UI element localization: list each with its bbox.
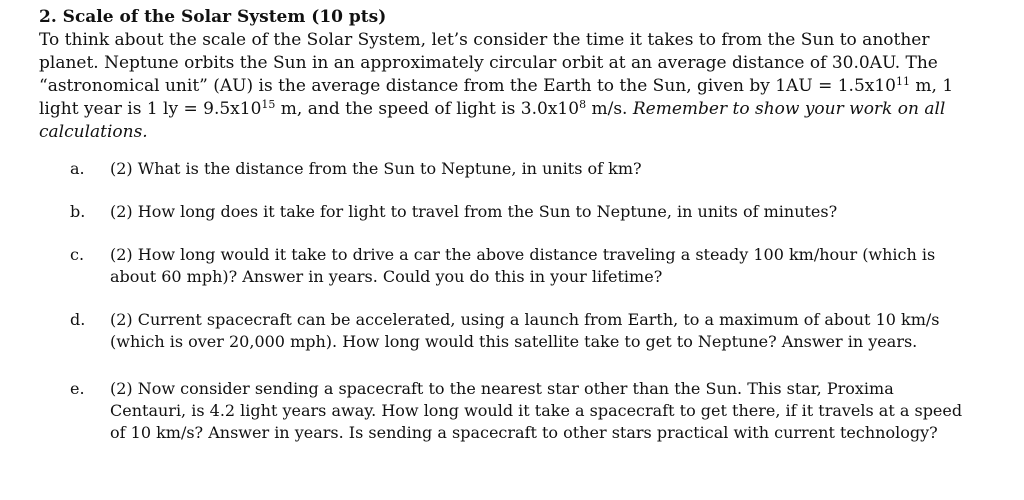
question-letter: d. bbox=[70, 310, 86, 329]
question-a bbox=[39, 158, 989, 180]
question-letter: b. bbox=[70, 202, 86, 221]
exponent-light-year: 15 bbox=[261, 98, 276, 111]
intro-text-4: m/s. bbox=[586, 99, 633, 119]
question-e bbox=[39, 378, 989, 444]
show-work-instruction: Remember to show your work on all calculations. bbox=[39, 99, 946, 142]
problem-document bbox=[39, 6, 989, 444]
question-text: (2) How long would it take to drive a car the above distance traveling a steady 100 km/hour (which is about 60 mph)? Answer in years. Could you do this in your lifetime? bbox=[110, 245, 936, 286]
question-c bbox=[39, 244, 989, 288]
question-letter: c. bbox=[70, 245, 85, 264]
question-text: (2) What is the distance from the Sun to Neptune, in units of km? bbox=[110, 159, 642, 178]
exponent-au: 11 bbox=[895, 75, 910, 88]
problem-intro bbox=[39, 29, 989, 144]
exponent-speed-of-light: 8 bbox=[579, 98, 587, 111]
problem-title: 2. Scale of the Solar System (10 pts) bbox=[39, 7, 387, 27]
question-list bbox=[39, 158, 989, 444]
intro-text-3: m, and the speed of light is 3.0x10 bbox=[275, 99, 580, 119]
question-text: (2) Current spacecraft can be accelerated, using a launch from Earth, to a maximum of about 10 km/s (which is over 20,000 mph). How long would this satellite take to get to Neptune? Answer in years. bbox=[110, 310, 940, 351]
intro-text-2: m, 1 light year is 1 ly = 9.5x10 bbox=[39, 76, 954, 119]
question-text: (2) Now consider sending a spacecraft to the nearest star other than the Sun. This star, Proxima Centauri, is 4.2 light years away. How long would it take a spacecraft to get there, if it travels at a speed of 10 km/s? Answer in years. Is sending a spacecraft to other stars practical with current technology? bbox=[110, 379, 963, 442]
question-letter: e. bbox=[70, 379, 85, 398]
question-letter: a. bbox=[70, 159, 85, 178]
question-text: (2) How long does it take for light to travel from the Sun to Neptune, in units of minutes? bbox=[110, 202, 838, 221]
intro-text-1: To think about the scale of the Solar System, let’s consider the time it takes to from the Sun to another planet. Neptune orbits the Sun in an approximately circular orbit at an average distance of 30.0AU. The “astronomical unit” (AU) is the average distance from the Earth to the Sun, given by 1AU = 1.5x10 bbox=[39, 30, 938, 96]
question-d bbox=[39, 309, 989, 353]
question-b bbox=[39, 201, 989, 223]
